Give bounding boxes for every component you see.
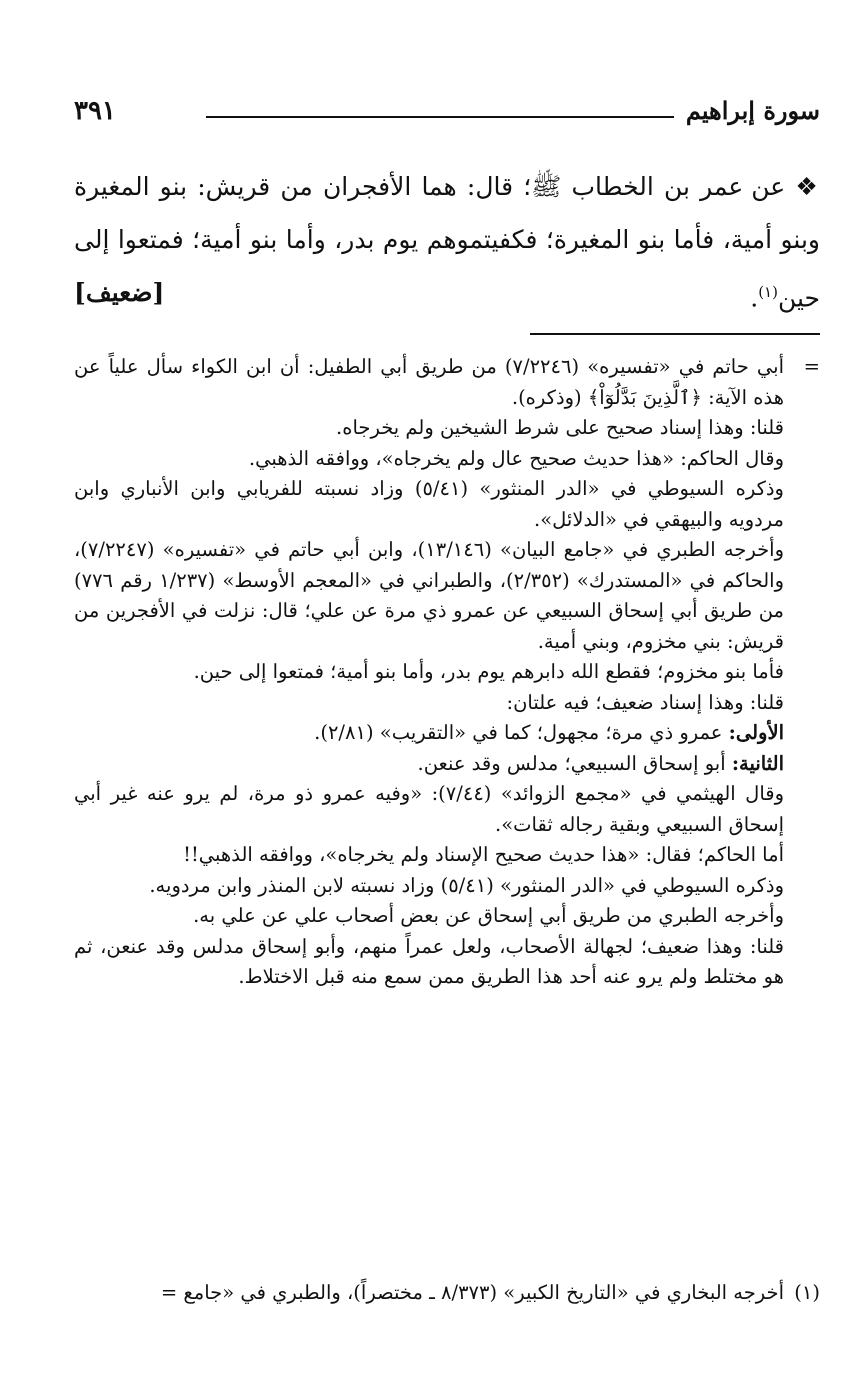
note-paragraph: وذكره السيوطي في «الدر المنثور» (٥/٤١) وزاد نسبته للفريابي وابن الأنباري وابن مردويه والبيهقي في «الدلائل». xyxy=(74,477,784,531)
hadith-end: . xyxy=(750,283,759,313)
note-paragraph: قلنا: وهذا ضعيف؛ لجهالة الأصحاب، ولعل عمراً منهم، وأبو إسحاق مدلس وقد عنعن، ثم هو مختلط ولم يرو عنه أحد هذا الطريق ممن سمع منه قبل الاختلاط. xyxy=(74,934,784,988)
note-paragraph: قلنا: وهذا إسناد ضعيف؛ فيه علتان: xyxy=(506,690,784,714)
footnote-separator xyxy=(530,333,820,335)
header-rule xyxy=(206,116,674,118)
page-header xyxy=(74,96,820,136)
note-paragraph: وقال الهيثمي في «مجمع الزوائد» (٧/٤٤): «وفيه عمرو ذو مرة، لم يرو عنه غير أبي إسحاق السبيعي وبقية رجاله ثقات». xyxy=(74,782,785,836)
note-paragraph: وأخرجه الطبري في «جامع البيان» (١٣/١٤٦)، وابن أبي حاتم في «تفسيره» (٧/٢٢٤٧)، والحاكم في «المستدرك» (٢/٣٥٢)، والطبراني في «المعجم الأوسط» (١/٢٣٧ رقم ٧٧٦) من طريق أبي إسحاق السبيعي عن عمرو ذي مرة عن علي؛ قال: نزلت في الأفجرين من قريش: بني مخزوم، وبني أمية. xyxy=(74,538,784,653)
note-paragraph: أما الحاكم؛ فقال: «هذا حديث صحيح الإسناد ولم يخرجاه»، ووافقه الذهبي!! xyxy=(183,843,784,866)
note-paragraph: قلنا: وهذا إسناد صحيح على شرط الشيخين ولم يخرجاه. xyxy=(336,416,784,439)
hadith-body: عن عمر بن الخطاب ﷺ؛ قال: هما الأفجران من قريش: بنو المغيرة وبنو أمية، فأما بنو المغيرة؛ فكفيتموهم يوم بدر، وأما بنو أمية؛ فمتعوا إلى حين xyxy=(74,172,820,313)
hadith-grade: [ضعيف] xyxy=(74,278,165,307)
footnote xyxy=(74,1278,820,1308)
note-paragraph: فأما بنو مخزوم؛ فقطع الله دابرهم يوم بدر، وأما بنو أمية؛ فمتعوا إلى حين. xyxy=(193,660,784,683)
sura-title: سورة إبراهيم xyxy=(685,96,820,125)
bullet-icon: ❖ xyxy=(795,172,820,201)
continuation-mark: = xyxy=(803,355,820,378)
note-paragraph: وذكره السيوطي في «الدر المنثور» (٥/٤١) وزاد نسبته لابن المنذر وابن مردويه. xyxy=(149,873,784,897)
note-paragraph: الأولى: عمرو ذي مرة؛ مجهول؛ كما في «التقريب» (٢/٨١). xyxy=(314,721,784,744)
footnotes-block xyxy=(74,352,820,993)
note-paragraph: وقال الحاكم: «هذا حديث صحيح عال ولم يخرجاه»، ووافقه الذهبي. xyxy=(248,446,784,470)
note-paragraph: وأخرجه الطبري من طريق أبي إسحاق عن بعض أصحاب علي عن علي به. xyxy=(193,904,784,927)
note-paragraph: = أبي حاتم في «تفسيره» (٧/٢٢٤٦) من طريق أبي الطفيل: أن ابن الكواء سأل علياً عن هذه الآية: ﴿ٱلَّذِينَ بَدَّلُوٓاْ﴾ (وذكره). xyxy=(74,352,820,413)
hadith-text xyxy=(74,160,820,324)
note-label: الثانية: xyxy=(731,751,784,775)
footnote-text: أخرجه البخاري في «التاريخ الكبير» (٨/٣٧٣ ـ مختصراً)، والطبري في «جامع = xyxy=(160,1281,784,1304)
footnote-ref[interactable]: (١) xyxy=(758,283,778,301)
note-label: الأولى: xyxy=(728,721,784,744)
note-paragraph: الثانية: أبو إسحاق السبيعي؛ مدلس وقد عنعن. xyxy=(417,751,784,775)
page-number: ٣٩١ xyxy=(74,96,116,126)
footnote-number: (١) xyxy=(794,1281,820,1304)
